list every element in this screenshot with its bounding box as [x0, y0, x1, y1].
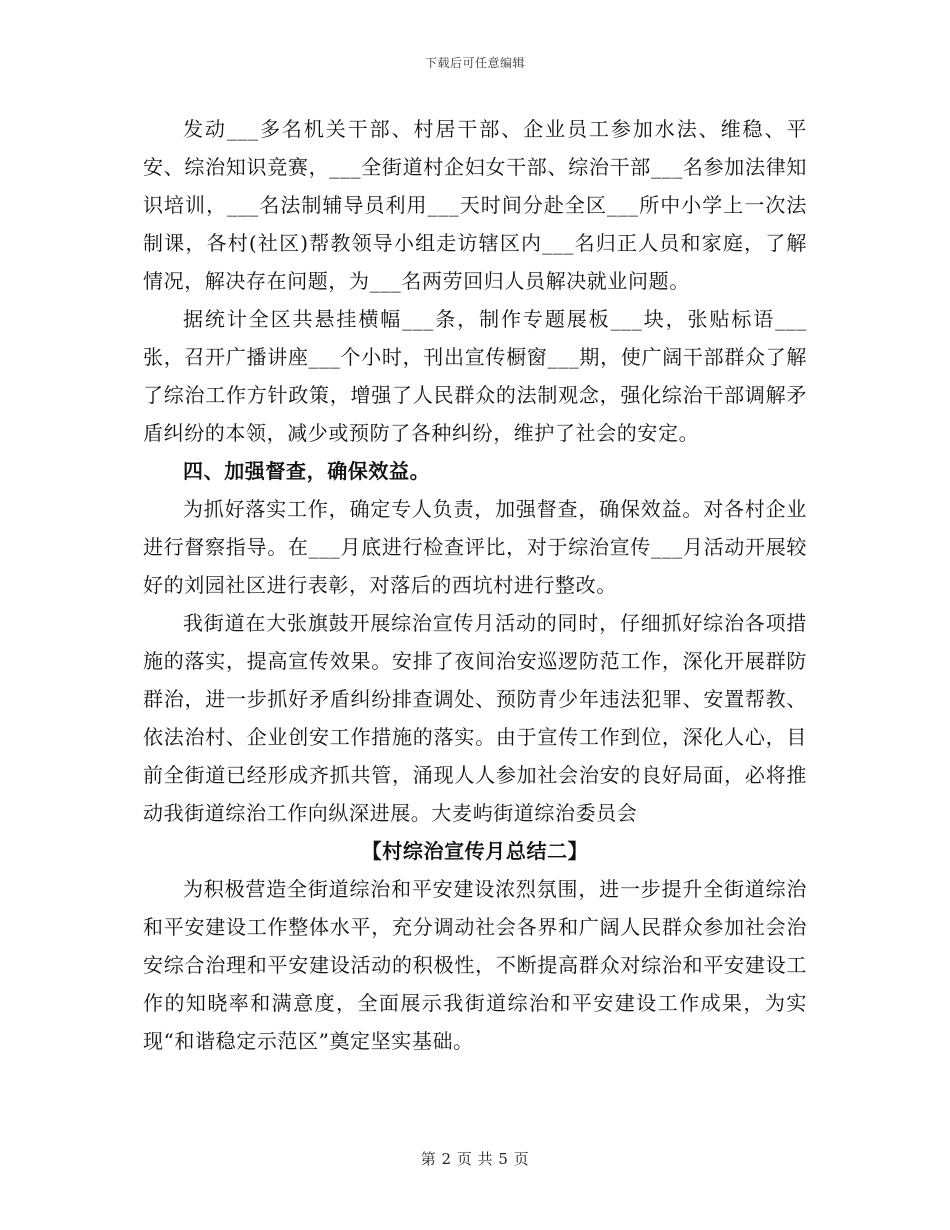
- paragraph-1: 发动___多名机关干部、村居干部、企业员工参加水法、维稳、平安、综治知识竞赛，___全街道村企妇女干部、综治干部___名参加法律知识培训，___名法制辅导员利用___天时间分赴全区___所中小学上一次法制课，各村(社区)帮教领导小组走访辖区内___名归正人员和家庭，了解情况，解决存在问题，为___名两劳回归人员解决就业问题。: [143, 117, 807, 293]
- page-number: 第 2 页 共 5 页: [420, 1150, 530, 1168]
- section-heading-4: 四、加强督查，确保效益。: [183, 459, 431, 483]
- paragraph-3: 为抓好落实工作，确定专人负责，加强督查，确保效益。对各村企业进行督察指导。在___月底进行检查评比，对于综治宣传___月活动开展较好的刘园社区进行表彰，对落后的西坑村进行整改。: [143, 497, 807, 597]
- section-title-2: 【村综治宣传月总结二】: [361, 839, 589, 863]
- document-body: [143, 110, 807, 1060]
- page-header: 下载后可任意编辑: [424, 56, 525, 70]
- paragraph-5: 为积极营造全街道综治和平安建设浓烈氛围，进一步提升全街道综治和平安建设工作整体水平，充分调动社会各界和广阔人民群众参加社会治安综合治理和平安建设活动的积极性，不断提高群众对综治和平安建设工作的知晓率和满意度，全面展示我街道综治和平安建设工作成果，为实现“和谐稳定示范区”奠定坚实基础。: [143, 877, 807, 1053]
- paragraph-2: 据统计全区共悬挂横幅___条，制作专题展板___块，张贴标语___张，召开广播讲座___个小时，刊出宣传橱窗___期，使广阔干部群众了解了综治工作方针政策，增强了人民群众的法制观念，强化综治干部调解矛盾纠纷的本领，减少或预防了各种纠纷，维护了社会的安定。: [143, 307, 807, 445]
- paragraph-4: 我街道在大张旗鼓开展综治宣传月活动的同时，仔细抓好综治各项措施的落实，提高宣传效果。安排了夜间治安巡逻防范工作，深化开展群防群治，进一步抓好矛盾纠纷排查调处、预防青少年违法犯罪、安置帮教、依法治村、企业创安工作措施的落实。由于宣传工作到位，深化人心，目前全街道已经形成齐抓共管，涌现人人参加社会治安的良好局面，必将推动我街道综治工作向纵深进展。大麦屿街道综治委员会: [143, 611, 807, 825]
